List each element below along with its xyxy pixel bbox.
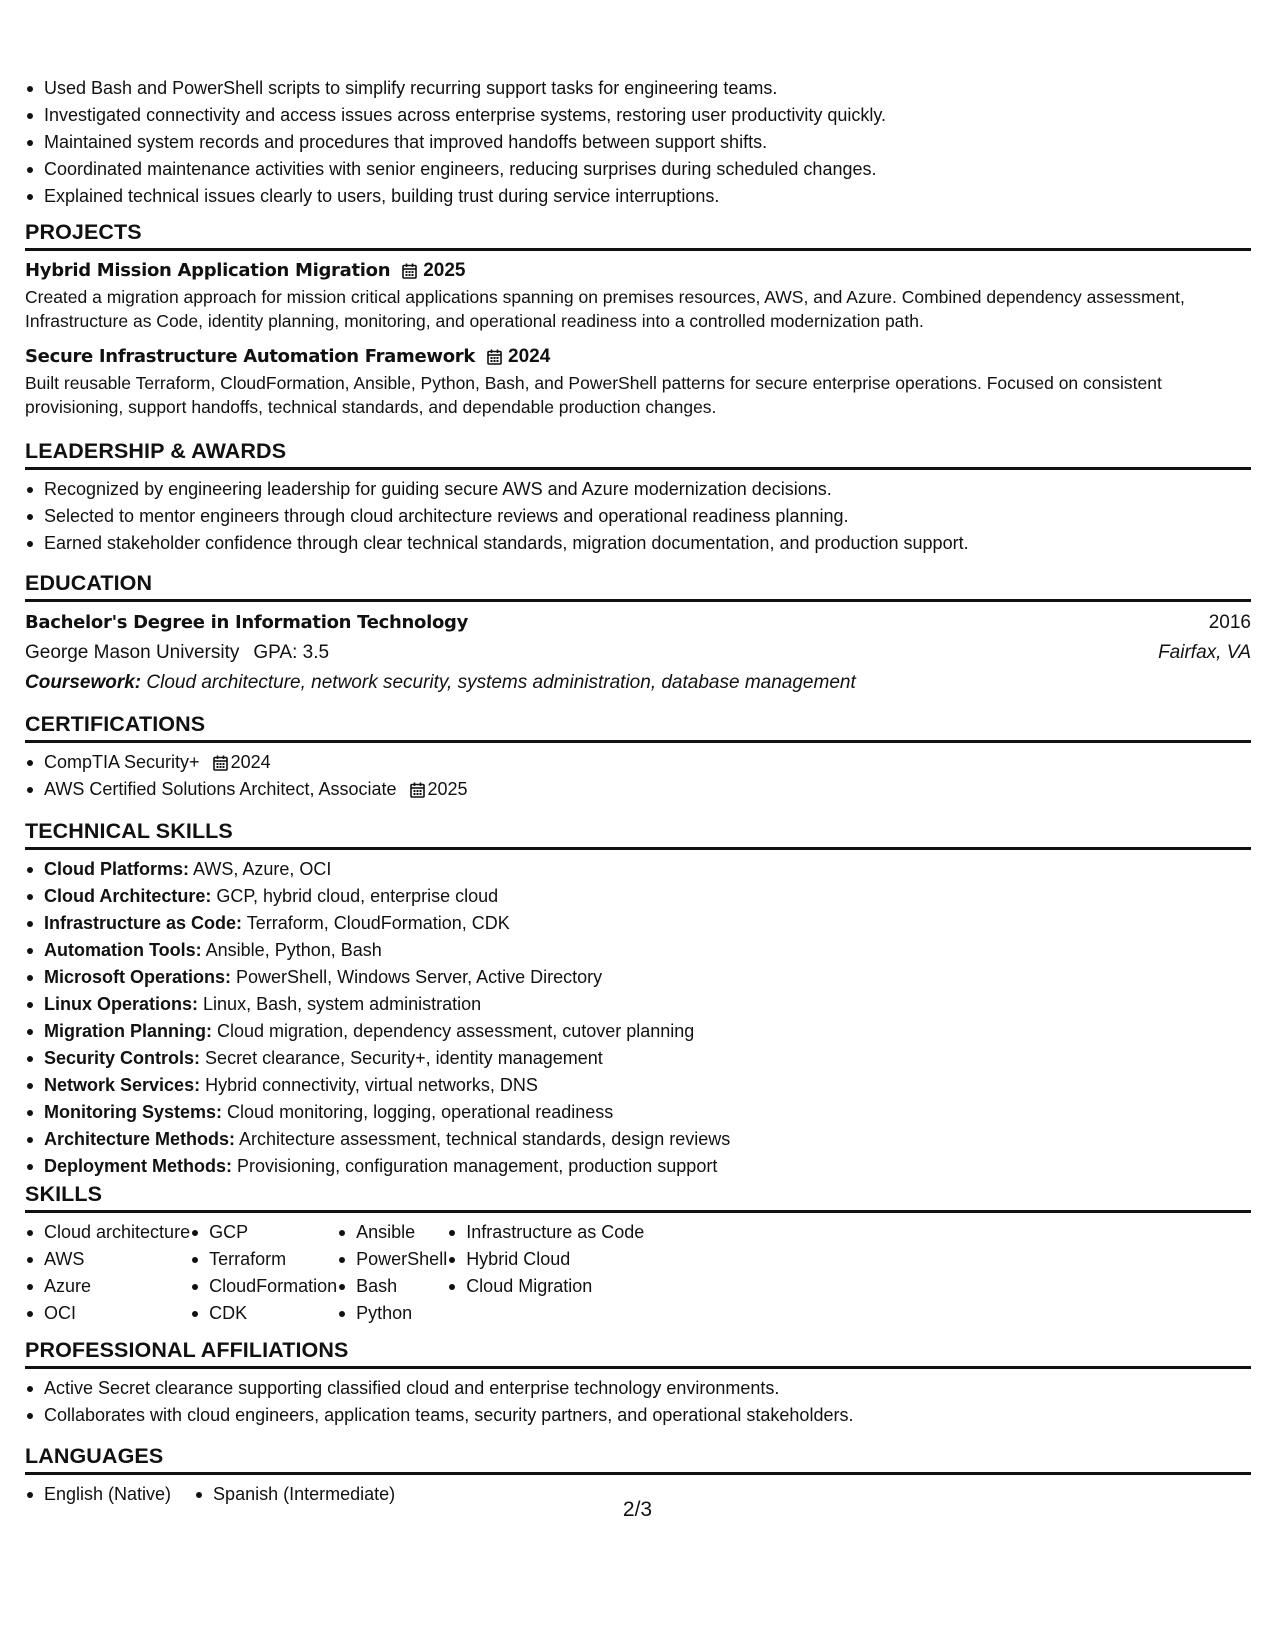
skill-category-value: Architecture assessment, technical standards, design reviews — [239, 1129, 731, 1149]
list-item — [25, 1126, 1251, 1153]
list-item: GCP — [190, 1219, 337, 1246]
calendar-icon — [402, 263, 417, 279]
project-title: Hybrid Mission Application Migration — [25, 260, 391, 281]
list-item — [25, 749, 1251, 776]
project-title: Secure Infrastructure Automation Framework — [25, 346, 476, 367]
experience-bullets — [25, 75, 886, 210]
skill-category-value: Secret clearance, Security+, identity management — [205, 1048, 603, 1068]
list-item: Active Secret clearance supporting classified cloud and enterprise technology environments. — [25, 1375, 1251, 1402]
list-item: Spanish (Intermediate) — [194, 1481, 395, 1508]
coursework-label: Coursework: — [25, 672, 142, 693]
list-item: Azure — [25, 1273, 190, 1300]
list-item: CDK — [190, 1300, 337, 1327]
list-item: Selected to mentor engineers through cloud architecture reviews and operational readiness planning. — [25, 503, 1251, 530]
list-item: PowerShell — [337, 1246, 447, 1273]
projects-section — [25, 219, 1251, 419]
certification-year: 2024 — [230, 752, 271, 772]
calendar-icon — [487, 349, 502, 365]
certifications-list — [25, 749, 1251, 803]
project-year: 2025 — [423, 260, 466, 281]
list-item: Ansible — [337, 1219, 447, 1246]
list-item: Cloud architecture — [25, 1219, 190, 1246]
section-heading: CERTIFICATIONS — [25, 711, 1251, 743]
list-item — [25, 883, 1251, 910]
section-heading: SKILLS — [25, 1181, 1251, 1213]
section-heading: EDUCATION — [25, 570, 1251, 602]
certification-name: AWS Certified Solutions Architect, Associate — [44, 779, 397, 799]
project-date — [402, 257, 465, 285]
skill-category-value: Cloud migration, dependency assessment, cutover planning — [217, 1021, 695, 1041]
list-item — [25, 1072, 1251, 1099]
skills-column — [25, 1219, 190, 1327]
list-item — [25, 991, 1251, 1018]
certifications-section — [25, 711, 1251, 803]
list-item — [25, 1153, 1251, 1180]
list-item: OCI — [25, 1300, 190, 1327]
skill-category-label: Cloud Platforms: — [44, 859, 190, 879]
list-item: Hybrid Cloud — [447, 1246, 644, 1273]
list-item — [25, 856, 1251, 883]
skill-category-value: Cloud monitoring, logging, operational readiness — [227, 1102, 614, 1122]
leadership-section — [25, 438, 1251, 557]
list-item: Earned stakeholder confidence through clear technical standards, migration documentation, and production support. — [25, 530, 1251, 557]
list-item: AWS — [25, 1246, 190, 1273]
skill-category-label: Deployment Methods: — [44, 1156, 233, 1176]
technical-skills-list — [25, 856, 1251, 1180]
calendar-icon — [410, 782, 425, 798]
skill-category-label: Monitoring Systems: — [44, 1102, 223, 1122]
skill-category-label: Network Services: — [44, 1075, 201, 1095]
skills-column — [190, 1219, 337, 1327]
list-item: Cloud Migration — [447, 1273, 644, 1300]
degree-year: 2016 — [1208, 612, 1251, 633]
list-item: Explained technical issues clearly to users, building trust during service interruptions. — [25, 183, 886, 210]
skill-category-value: Ansible, Python, Bash — [205, 940, 382, 960]
project-description: Created a migration approach for mission critical applications spanning on premises resources, AWS, and Azure. Combined dependency assessment, Infrastructure as Code, identity planning, monitoring, and operational readiness into a controlled modernization path. — [25, 287, 1185, 331]
list-item: Collaborates with cloud engineers, application teams, security partners, and operational stakeholders. — [25, 1402, 1251, 1429]
project-year: 2024 — [508, 346, 551, 367]
page-number: 2/3 — [622, 1498, 653, 1521]
skill-category-value: AWS, Azure, OCI — [193, 859, 332, 879]
skill-category-label: Migration Planning: — [44, 1021, 212, 1041]
education-section — [25, 570, 1251, 698]
skills-column — [337, 1219, 447, 1327]
list-item: Coordinated maintenance activities with senior engineers, reducing surprises during scheduled changes. — [25, 156, 886, 183]
list-item — [25, 964, 1251, 991]
project-entry — [25, 257, 1251, 333]
skill-category-value: GCP, hybrid cloud, enterprise cloud — [216, 886, 499, 906]
project-entry — [25, 343, 1251, 419]
coursework-text: Cloud architecture, network security, systems administration, database management — [146, 672, 856, 693]
school-location: Fairfax, VA — [1158, 642, 1251, 663]
list-item: Infrastructure as Code — [447, 1219, 644, 1246]
skills-column — [447, 1219, 644, 1327]
list-item: Bash — [337, 1273, 447, 1300]
project-description: Built reusable Terraform, CloudFormation, Ansible, Python, Bash, and PowerShell patterns for secure enterprise operations. Focused on consistent provisioning, support handoffs, technical standards, and dependable production changes. — [25, 373, 1162, 417]
affiliations-section — [25, 1337, 1251, 1429]
skill-category-label: Architecture Methods: — [44, 1129, 236, 1149]
list-item: CloudFormation — [190, 1273, 337, 1300]
project-date — [487, 343, 550, 371]
list-item — [25, 910, 1251, 937]
section-heading: PROFESSIONAL AFFILIATIONS — [25, 1337, 1251, 1369]
skill-category-label: Microsoft Operations: — [44, 967, 232, 987]
list-item: Python — [337, 1300, 447, 1327]
skill-category-label: Security Controls: — [44, 1048, 201, 1068]
list-item: Terraform — [190, 1246, 337, 1273]
certification-year: 2025 — [427, 779, 468, 799]
school-name: George Mason University — [25, 642, 240, 663]
list-item — [25, 937, 1251, 964]
skill-category-label: Infrastructure as Code: — [44, 913, 243, 933]
degree-title: Bachelor's Degree in Information Technology — [25, 612, 469, 633]
list-item — [25, 1099, 1251, 1126]
section-heading: LANGUAGES — [25, 1443, 1251, 1475]
affiliations-list — [25, 1375, 1251, 1429]
skill-category-value: PowerShell, Windows Server, Active Directory — [236, 967, 603, 987]
leadership-list — [25, 476, 1251, 557]
coursework — [25, 668, 1251, 698]
skill-category-value: Linux, Bash, system administration — [203, 994, 482, 1014]
list-item: Investigated connectivity and access issues across enterprise systems, restoring user productivity quickly. — [25, 102, 886, 129]
skill-category-value: Hybrid connectivity, virtual networks, DNS — [205, 1075, 538, 1095]
list-item: Used Bash and PowerShell scripts to simplify recurring support tasks for engineering teams. — [25, 75, 886, 102]
skill-category-value: Provisioning, configuration management, production support — [237, 1156, 718, 1176]
skill-category-label: Cloud Architecture: — [44, 886, 212, 906]
list-item: Recognized by engineering leadership for guiding secure AWS and Azure modernization decisions. — [25, 476, 1251, 503]
calendar-icon — [213, 755, 228, 771]
technical-skills-section — [25, 818, 1251, 1180]
skill-category-label: Linux Operations: — [44, 994, 199, 1014]
skill-category-value: Terraform, CloudFormation, CDK — [246, 913, 510, 933]
certification-name: CompTIA Security+ — [44, 752, 200, 772]
list-item — [25, 776, 1251, 803]
skill-category-label: Automation Tools: — [44, 940, 202, 960]
list-item: Maintained system records and procedures that improved handoffs between support shifts. — [25, 129, 886, 156]
skills-grid — [25, 1219, 1251, 1327]
list-item — [25, 1045, 1251, 1072]
list-item: English (Native) — [25, 1481, 171, 1508]
section-heading: TECHNICAL SKILLS — [25, 818, 1251, 850]
skills-section — [25, 1181, 1251, 1327]
list-item — [25, 1018, 1251, 1045]
gpa: GPA: 3.5 — [253, 642, 330, 663]
section-heading: PROJECTS — [25, 219, 1251, 251]
section-heading: LEADERSHIP & AWARDS — [25, 438, 1251, 470]
